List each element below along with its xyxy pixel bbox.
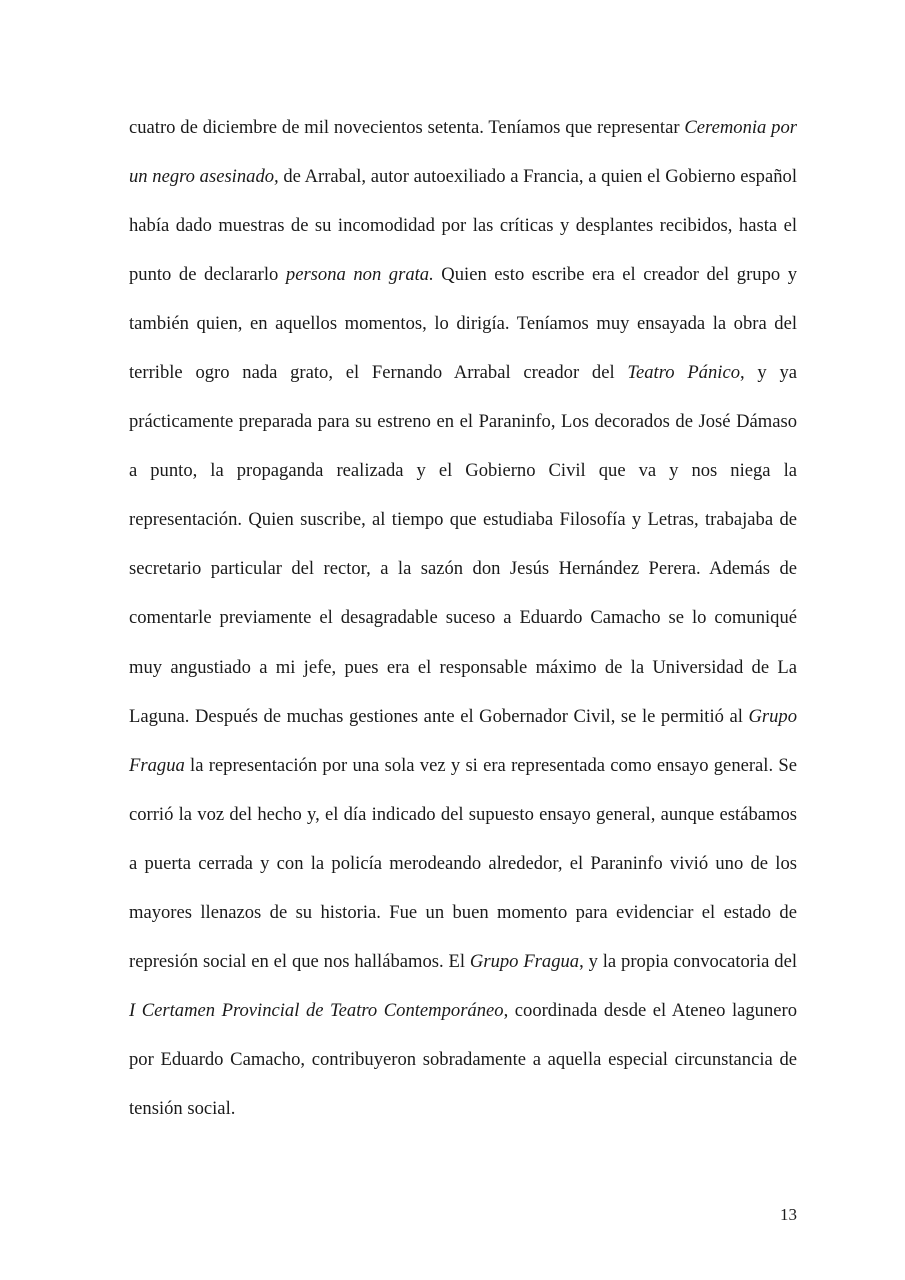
italic-phrase-persona-non-grata: persona non grata. <box>285 264 434 286</box>
italic-title-ceremonia: Ceremonia por un negro asesinado, <box>129 117 798 188</box>
text-run: cuatro de diciembre de mil novecientos setenta. Teníamos que representar <box>129 117 685 138</box>
italic-grupo-fragua: Grupo Fragua <box>469 950 580 972</box>
text-run: de Arrabal, autor autoexiliado a Francia, a quien el Gobierno español había dado muestras de su incomodidad por las críticas y desplantes recibidos, hasta el punto de declararlo <box>129 166 797 286</box>
page-number: 13 <box>780 1205 797 1224</box>
italic-certamen-title: I Certamen Provincial de Teatro Contemporáneo <box>129 999 504 1021</box>
text-run: la representación por una sola vez y si era representada como ensayo general. Se corrió la voz del hecho y, el día indicado del supuesto ensayo general, aunque estábamos a puerta cerrada y con la policía merodeando alrededor, el Paraninfo vivió uno de los mayores llenazos de su historia. Fue un buen momento para evidenciar el estado de represión social en el que nos hallábamos. El <box>129 754 797 972</box>
text-run: , coordinada desde el Ateneo lagunero por Eduardo Camacho, contribuyeron sobradamente a aquella especial circunstancia de tensión social. <box>129 999 797 1119</box>
italic-teatro-panico: Teatro Pánico <box>627 362 740 384</box>
body-paragraph <box>129 103 797 1133</box>
text-run: Quien esto escribe era el creador del grupo y también quien, en aquellos momentos, lo dirigía. Teníamos muy ensayada la obra del terrible ogro nada grato, el Fernando Arrabal creador del <box>129 264 798 384</box>
text-run: , y ya prácticamente preparada para su estreno en el Paraninfo, Los decorados de José Dámaso a punto, la propaganda realizada y el Gobierno Civil que va y nos niega la representación. Quien suscribe, al tiempo que estudiaba Filosofía y Letras, trabajaba de secretario particular del rector, a la sazón don Jesús Hernández Perera. Además de comentarle previamente el desagradable suceso a Eduardo Camacho se lo comuniqué muy angustiado a mi jefe, pues era el responsable máximo de la Universidad de La Laguna. Después de muchas gestiones ante el Gobernador Civil, se le permitió al <box>129 362 798 727</box>
italic-grupo-fragua: Grupo Fragua <box>129 705 797 776</box>
text-run: , y la propia convocatoria del <box>579 950 797 972</box>
